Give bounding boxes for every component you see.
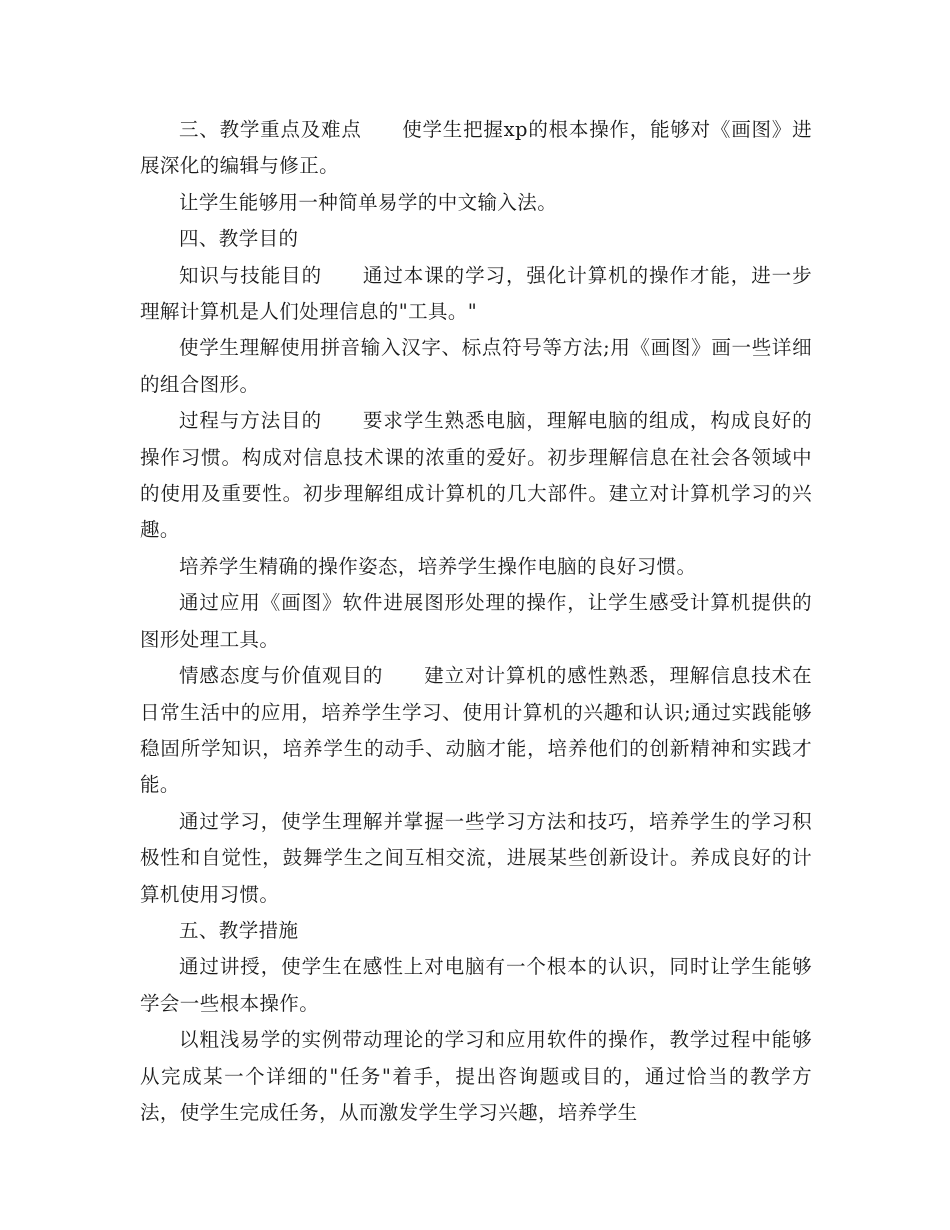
paragraph-task-driven: 以粗浅易学的实例带动理论的学习和应用软件的操作，教学过程中能够从完成某一个详细的"任务"着手，提出咨询题或目的，通过恰当的教学方法，使学生完成任务，从而激发学生学习兴趣，培养学生 — [140, 1028, 812, 1124]
paragraph-learning-methods: 通过学习，使学生理解并掌握一些学习方法和技巧，培养学生的学习积极性和自觉性，鼓舞学生之间互相交流，进展某些创新设计。养成良好的计算机使用习惯。 — [140, 809, 812, 906]
paragraph-posture: 培养学生精确的操作姿态，培养学生操作电脑的良好习惯。 — [179, 554, 697, 578]
paragraph-pinyin-drawing: 使学生理解使用拼音输入汉字、标点符号等方法;用《画图》画一些详细的组合图形。 — [140, 336, 812, 396]
heading-teaching-measures: 五、教学措施 — [179, 918, 299, 942]
heading-teaching-goals: 四、教学目的 — [179, 227, 299, 251]
document-body — [140, 112, 812, 1131]
paragraph-knowledge-skills: 知识与技能目的 通过本课的学习，强化计算机的操作才能，进一步理解计算机是人们处理信息的"工具。" — [140, 263, 812, 324]
paragraph-process-method: 过程与方法目的 要求学生熟悉电脑，理解电脑的组成，构成良好的操作习惯。构成对信息技术课的浓重的爱好。初步理解信息在社会各领域中的使用及重要性。初步理解组成计算机的几大部件。建立对计算机学习的兴趣。 — [140, 409, 812, 542]
paragraph-paint-software: 通过应用《画图》软件进展图形处理的操作，让学生感受计算机提供的图形处理工具。 — [140, 591, 812, 651]
paragraph-key-points: 三、教学重点及难点 使学生把握xp的根本操作，能够对《画图》进展深化的编辑与修正。 — [140, 118, 812, 178]
paragraph-lecture: 通过讲授，使学生在感性上对电脑有一个根本的认识，同时让学生能够学会一些根本操作。 — [140, 955, 812, 1015]
paragraph-emotion-values: 情感态度与价值观目的 建立对计算机的感性熟悉，理解信息技术在日常生活中的应用，培养学生学习、使用计算机的兴趣和认识;通过实践能够稳固所学知识，培养学生的动手、动脑才能，培养他们的创新精神和实践才能。 — [140, 664, 812, 797]
paragraph-input-method: 让学生能够用一种简单易学的中文输入法。 — [179, 190, 558, 214]
